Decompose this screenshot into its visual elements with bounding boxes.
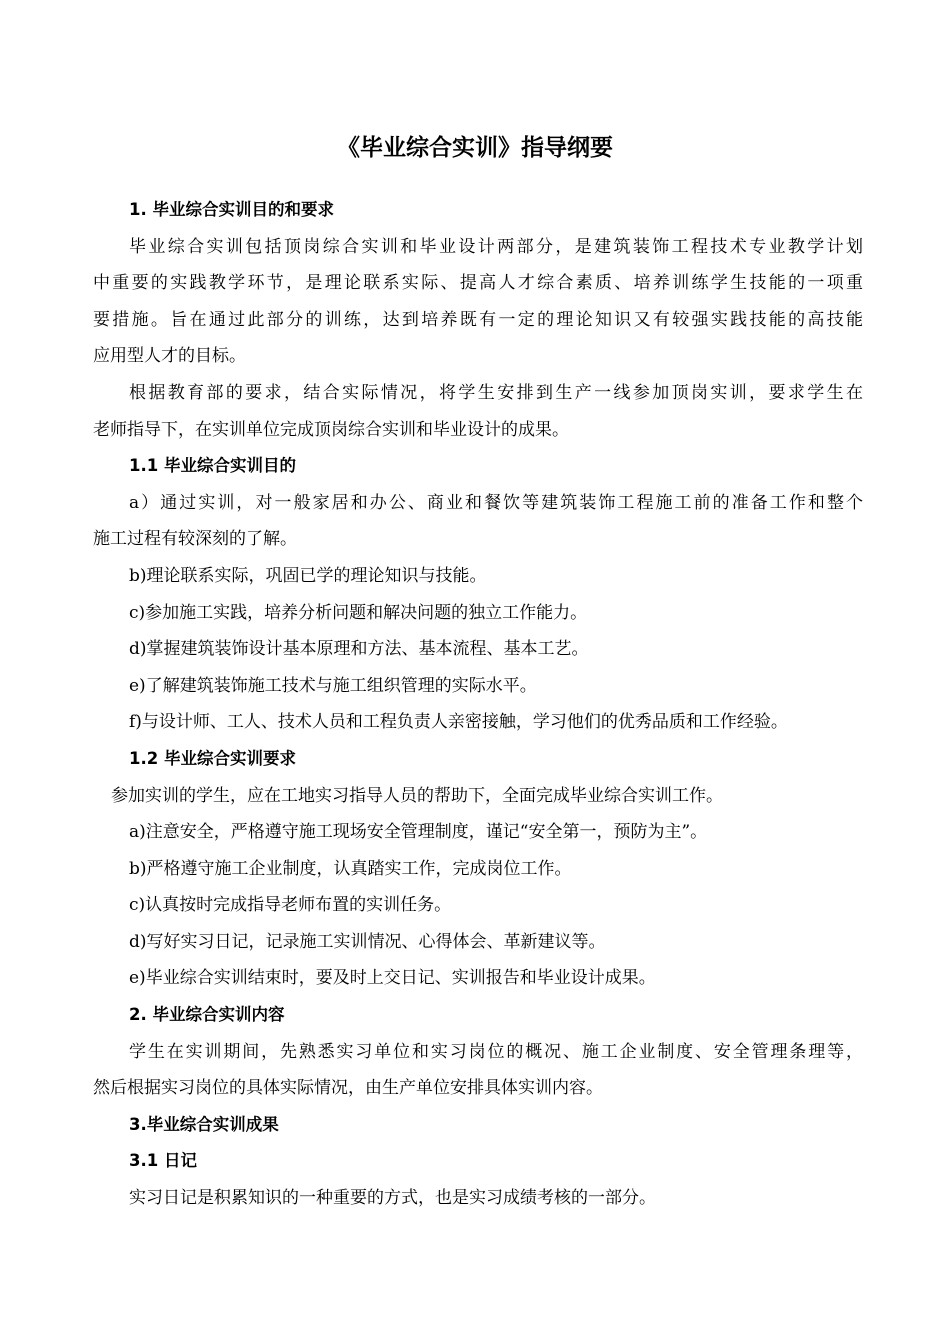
list-item: f)与设计师、工人、技术人员和工程负责人亲密接触，学习他们的优秀品质和工作经验。	[129, 712, 788, 733]
list-item: a)注意安全，严格遵守施工现场安全管理制度，谨记“安全第一，预防为主”。	[129, 822, 708, 843]
paragraph-line: 老师指导下，在实训单位完成顶岗综合实训和毕业设计的成果。	[93, 419, 569, 440]
list-item-continuation: 施工过程有较深刻的了解。	[93, 529, 297, 550]
paragraph-line: 根据教育部的要求，结合实际情况，将学生安排到生产一线参加顶岗实训，要求学生在	[129, 382, 863, 403]
section-heading-1-2: 1.2 毕业综合实训要求	[129, 748, 296, 768]
list-item: b)理论联系实际，巩固已学的理论知识与技能。	[129, 565, 487, 586]
paragraph-line: 要措施。旨在通过此部分的训练，达到培养既有一定的理论知识又有较强实践技能的高技能	[93, 309, 863, 330]
list-item: b)严格遵守施工企业制度，认真踏实工作，完成岗位工作。	[129, 858, 572, 879]
section-heading-2: 2. 毕业综合实训内容	[129, 1005, 285, 1025]
list-item: d)掌握建筑装饰设计基本原理和方法、基本流程、基本工艺。	[129, 639, 589, 660]
paragraph-line: 参加实训的学生，应在工地实习指导人员的帮助下，全面完成毕业综合实训工作。	[111, 785, 723, 806]
paragraph-line: 然后根据实习岗位的具体实际情况，由生产单位安排具体实训内容。	[93, 1078, 603, 1099]
paragraph-line: 应用型人才的目标。	[93, 346, 246, 367]
list-item: e)毕业综合实训结束时，要及时上交日记、实训报告和毕业设计成果。	[129, 968, 656, 989]
paragraph-line: 毕业综合实训包括顶岗综合实训和毕业设计两部分，是建筑装饰工程技术专业教学计划	[129, 236, 863, 257]
list-item: c)参加施工实践，培养分析问题和解决问题的独立工作能力。	[129, 602, 588, 623]
document-title: 《毕业综合实训》指导纲要	[337, 135, 613, 161]
document-body	[93, 192, 863, 1217]
section-heading-1-1: 1.1 毕业综合实训目的	[129, 456, 296, 476]
section-heading-3: 3.毕业综合实训成果	[129, 1114, 279, 1134]
paragraph-line: 学生在实训期间，先熟悉实习单位和实习岗位的概况、施工企业制度、安全管理条理等，	[129, 1041, 863, 1062]
list-item: d)写好实习日记，记录施工实训情况、心得体会、革新建议等。	[129, 931, 606, 952]
paragraph-line: 实习日记是积累知识的一种重要的方式，也是实习成绩考核的一部分。	[129, 1188, 656, 1209]
paragraph-line: 中重要的实践教学环节，是理论联系实际、提高人才综合素质、培养训练学生技能的一项重	[93, 273, 863, 294]
section-heading-1: 1. 毕业综合实训目的和要求	[129, 200, 334, 219]
section-heading-3-1: 3.1 日记	[129, 1151, 197, 1171]
list-item: e)了解建筑装饰施工技术与施工组织管理的实际水平。	[129, 675, 537, 696]
list-item: a）通过实训，对一般家居和办公、商业和餐饮等建筑装饰工程施工前的准备工作和整个	[129, 492, 863, 513]
list-item: c)认真按时完成指导老师布置的实训任务。	[129, 895, 452, 916]
